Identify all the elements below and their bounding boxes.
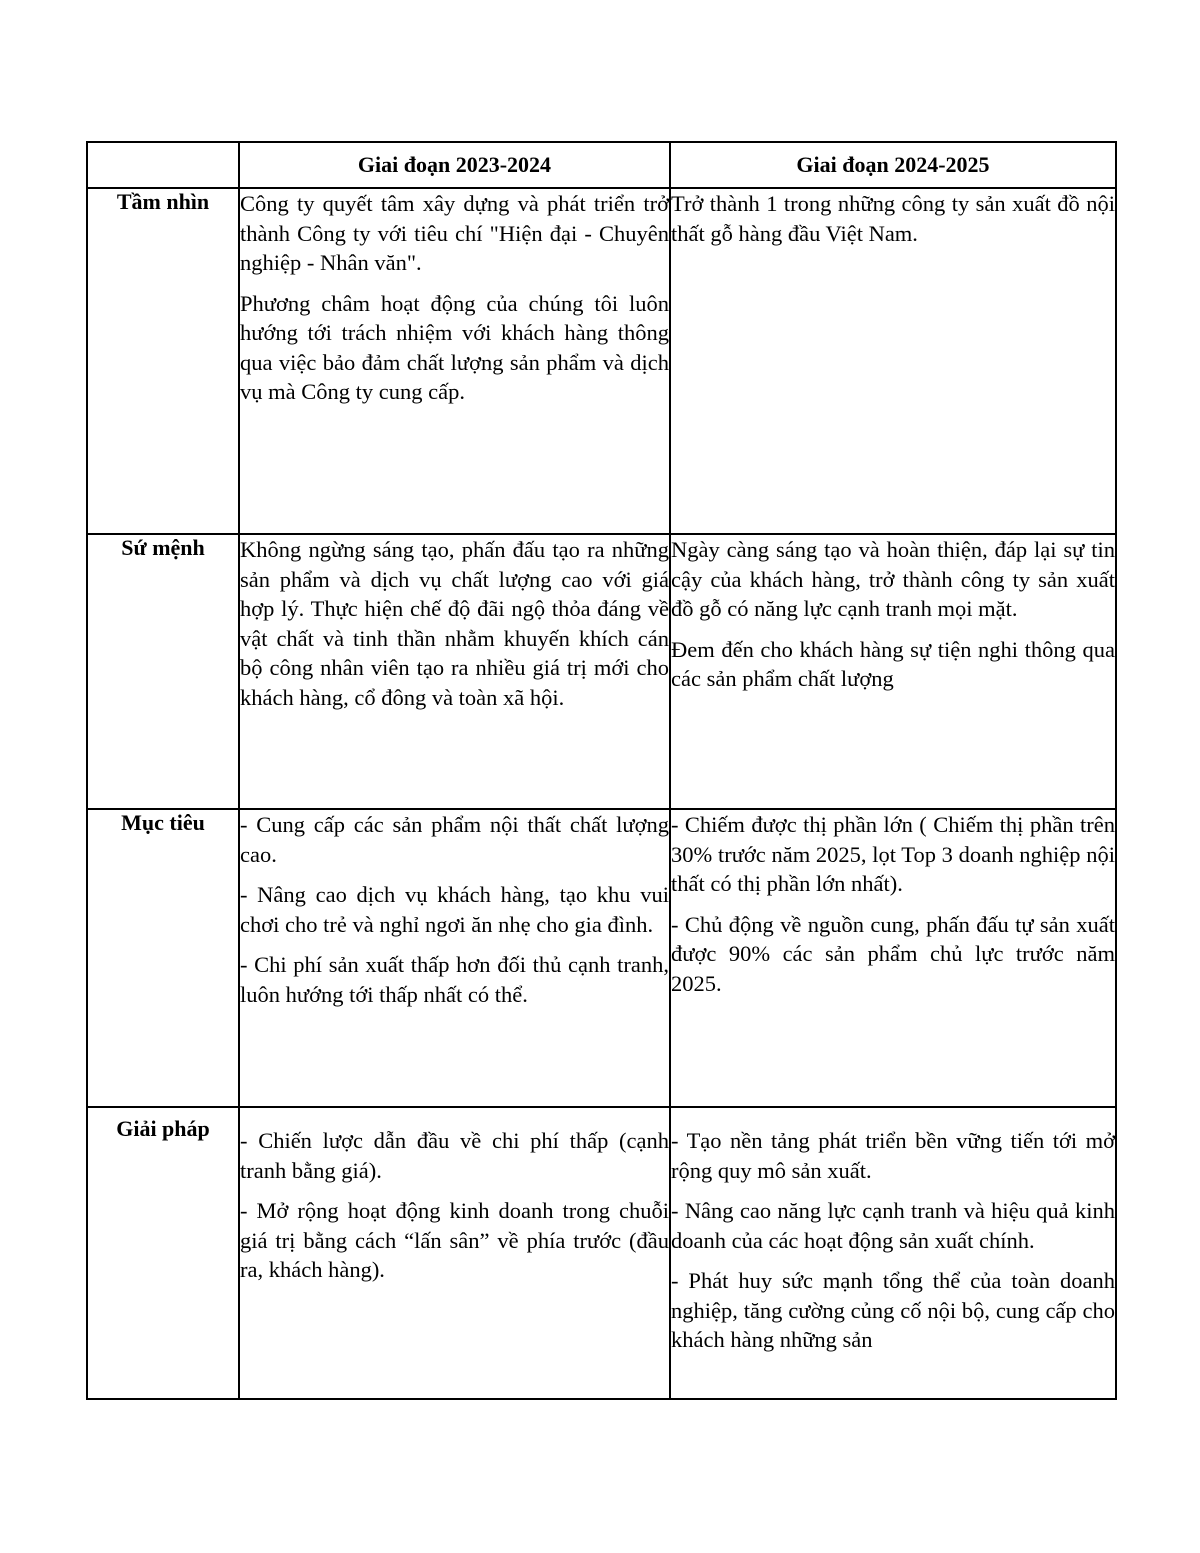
- row-label-solutions: Giải pháp: [87, 1107, 239, 1399]
- paragraph: - Mở rộng hoạt động kinh doanh trong chuỗi giá trị bằng cách “lấn sân” về phía trước (đầu ra, khách hàng).: [240, 1198, 669, 1282]
- mission-2023-2024-cell: [239, 534, 670, 809]
- paragraph: - Cung cấp các sản phẩm nội thất chất lượng cao.: [240, 812, 669, 867]
- table-row-vision: [87, 188, 1116, 534]
- header-row: [87, 142, 1116, 188]
- table-row-goals: [87, 809, 1116, 1107]
- solutions-2023-2024-cell: [239, 1107, 670, 1399]
- paragraph: Trở thành 1 trong những công ty sản xuất đồ nội thất gỗ hàng đầu Việt Nam.: [671, 191, 1115, 246]
- row-label-goals: Mục tiêu: [87, 809, 239, 1107]
- paragraph: Phương châm hoạt động của chúng tôi luôn hướng tới trách nhiệm với khách hàng thông qua việc bảo đảm chất lượng sản phẩm và dịch vụ mà Công ty cung cấp.: [240, 290, 669, 404]
- paragraph: - Nâng cao năng lực cạnh tranh và hiệu quả kinh doanh của các hoạt động sản xuất chính.: [671, 1198, 1115, 1253]
- goals-2024-2025-cell: [670, 809, 1116, 1107]
- paragraph: Đem đến cho khách hàng sự tiện nghi thông qua các sản phẩm chất lượng: [671, 636, 1115, 691]
- paragraph: Không ngừng sáng tạo, phấn đấu tạo ra những sản phẩm và dịch vụ chất lượng cao với giá hợp lý. Thực hiện chế độ đãi ngộ thỏa đáng về vật chất và tinh thần nhằm khuyến khích cán bộ công nhân viên tạo ra nhiều giá trị mới cho khách hàng, cổ đông và toàn xã hội.: [240, 537, 669, 710]
- vision-2024-2025-cell: [670, 188, 1116, 534]
- header-cell-empty: [87, 142, 239, 188]
- mission-2024-2025-cell: [670, 534, 1116, 809]
- row-label-mission: Sứ mệnh: [87, 534, 239, 809]
- table-row-solutions: [87, 1107, 1116, 1399]
- paragraph: - Phát huy sức mạnh tổng thể của toàn doanh nghiệp, tăng cường củng cố nội bộ, cung cấp cho khách hàng những sản: [671, 1268, 1115, 1352]
- strategy-table: [86, 141, 1117, 1400]
- paragraph: Ngày càng sáng tạo và hoàn thiện, đáp lại sự tin cậy của khách hàng, trở thành công ty sản xuất đồ gỗ có năng lực cạnh tranh mọi mặt.: [671, 537, 1115, 621]
- paragraph: - Chi phí sản xuất thấp hơn đối thủ cạnh tranh, luôn hướng tới thấp nhất có thể.: [240, 952, 669, 1007]
- solutions-2024-2025-cell: [670, 1107, 1116, 1399]
- paragraph: - Chủ động về nguồn cung, phấn đấu tự sản xuất được 90% các sản phẩm chủ lực trước năm 2025.: [671, 911, 1115, 996]
- table-row-mission: [87, 534, 1116, 809]
- paragraph: - Chiếm được thị phần lớn ( Chiếm thị phần trên 30% trước năm 2025, lọt Top 3 doanh nghiệp nội thất có thị phần lớn nhất).: [671, 812, 1115, 896]
- header-cell-2024-2025: Giai đoạn 2024-2025: [670, 142, 1116, 188]
- goals-2023-2024-cell: [239, 809, 670, 1107]
- paragraph: Công ty quyết tâm xây dựng và phát triển trở thành Công ty với tiêu chí "Hiện đại - Chuyên nghiệp - Nhân văn".: [240, 191, 669, 275]
- vision-2023-2024-cell: [239, 188, 670, 534]
- header-cell-2023-2024: Giai đoạn 2023-2024: [239, 142, 670, 188]
- paragraph: - Chiến lược dẫn đầu về chi phí thấp (cạnh tranh bằng giá).: [240, 1128, 669, 1183]
- row-label-vision: Tầm nhìn: [87, 188, 239, 534]
- paragraph: - Nâng cao dịch vụ khách hàng, tạo khu vui chơi cho trẻ và nghỉ ngơi ăn nhẹ cho gia đình.: [240, 882, 669, 937]
- paragraph: - Tạo nền tảng phát triển bền vững tiến tới mở rộng quy mô sản xuất.: [671, 1128, 1115, 1183]
